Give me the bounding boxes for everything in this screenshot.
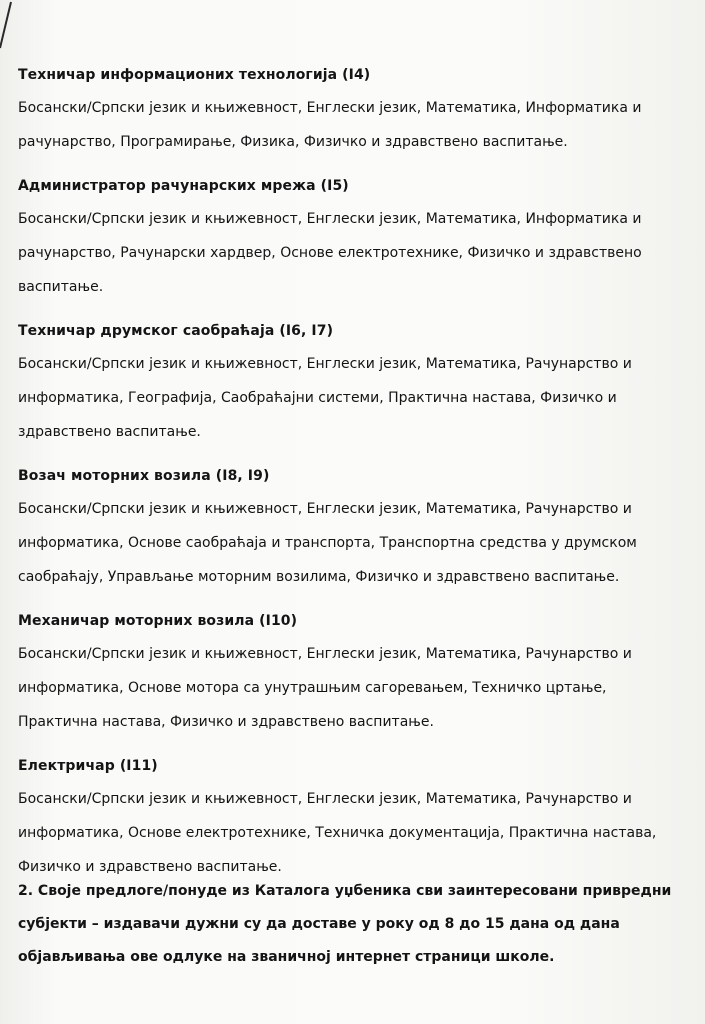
program-title: Техничар информационих технологија (I4) [18,67,371,83]
program-title: Возач моторних возила (I8, I9) [18,468,270,484]
program-title: Механичар моторних возила (I10) [18,613,298,629]
program-section [18,465,683,594]
program-title: Техничар друмског саобраћаја (I6, I7) [18,323,334,339]
program-subjects: Босански/Српски језик и књижевност, Енглески језик, Математика, Рачунарство и информатика, Основе мотора са унутрашњим сагоревањем, Техничко цртање, Практична настава, Физичко и здравствено васпитање. [18,646,632,730]
program-subjects: Босански/Српски језик и књижевност, Енглески језик, Математика, Информатика и рачунарство, Рачунарски хардвер, Основе електротехнике, Физичко и здравствено васпитање. [18,211,642,295]
program-subjects: Босански/Српски језик и књижевност, Енглески језик, Математика, Рачунарство и информатика, Географија, Саобраћајни системи, Практична настава, Физичко и здравствено васпитање. [18,356,632,440]
program-title: Администратор рачунарских мрежа (I5) [18,178,349,194]
program-subjects: Босански/Српски језик и књижевност, Енглески језик, Математика, Рачунарство и информатика, Основе електротехнике, Техничка документација, Практична настава, Физичко и здравствено васпитање. [18,791,657,875]
program-section [18,320,683,449]
program-section [18,755,683,884]
publisher-notice: 2. Своје предлоге/понуде из Каталога уџбеника сви заинтересовани привредни субјекти – издавачи дужни су да доставе у року од 8 до 15 дана од дана објављивања ове одлуке на званичној интернет страници школе. [18,883,672,965]
program-subjects: Босански/Српски језик и књижевност, Енглески језик, Математика, Рачунарство и информатика, Основе саобраћаја и транспорта, Транспортна средства у друмском саобраћају, Управљање моторним возилима, Физичко и здравствено васпитање. [18,501,637,585]
program-section [18,610,683,739]
program-title: Електричар (I11) [18,758,158,774]
page-corner-mark [0,0,28,50]
document-content [18,64,683,900]
program-subjects: Босански/Српски језик и књижевност, Енглески језик, Математика, Информатика и рачунарство, Програмирање, Физика, Физичко и здравствено васпитање. [18,100,642,150]
program-section [18,64,683,159]
program-section [18,175,683,304]
